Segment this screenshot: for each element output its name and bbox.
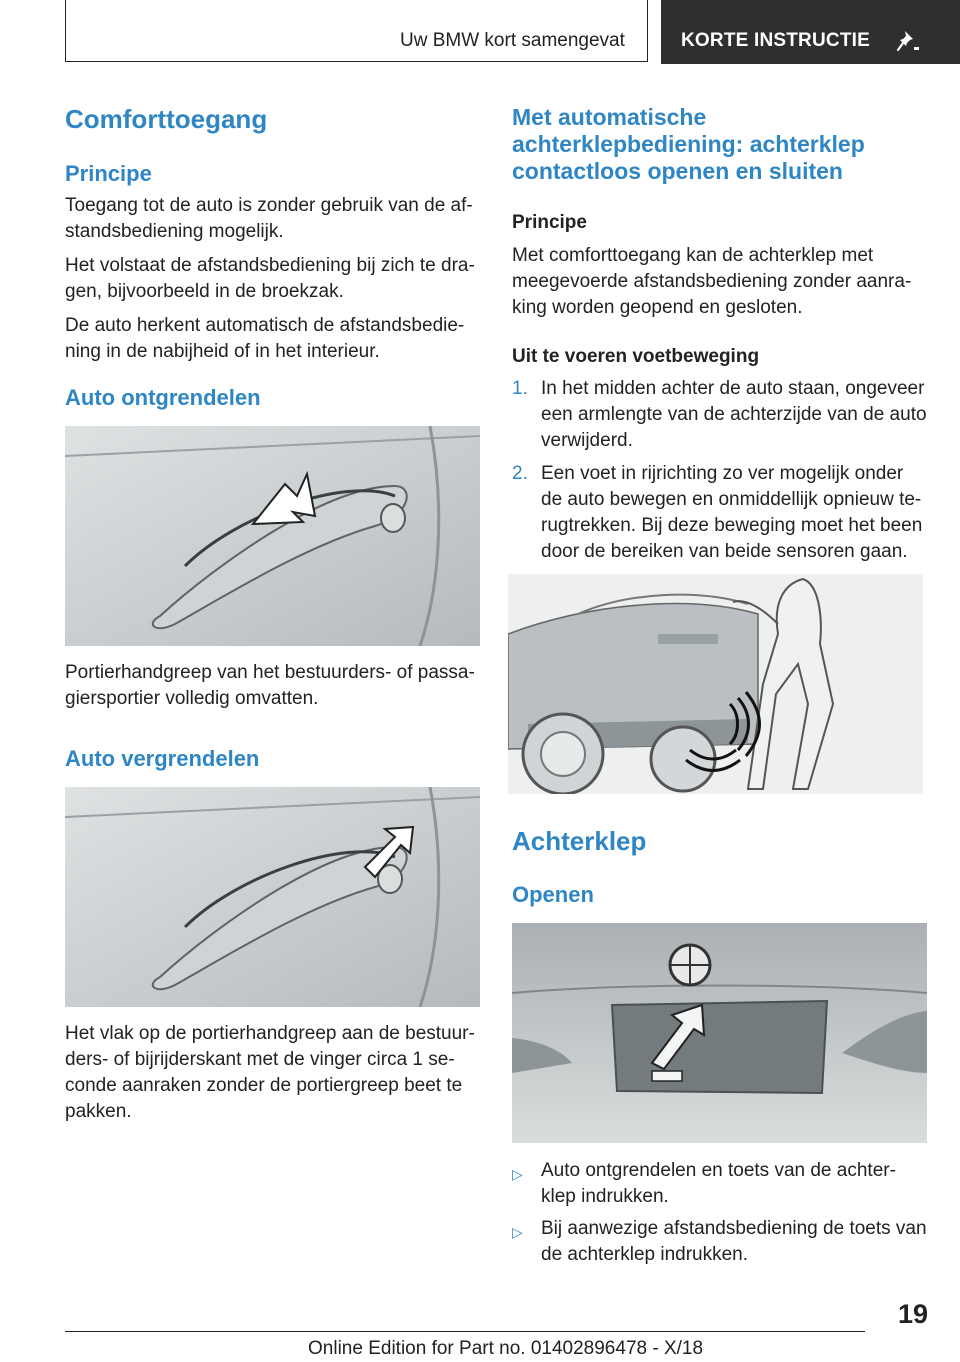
tailgate-title: Achterklep [512,826,647,856]
header-tab [661,0,960,64]
triangle-bullet-icon: ▷ [512,1224,523,1240]
list-item [512,1158,930,1210]
text-line: gen, bijvoorbeeld in de broekzak. [65,281,344,302]
text-line: rugtrekken. Bij deze beweging moet het been [541,515,923,536]
principle-subheading: Principe [512,212,587,233]
text-line: een armlengte van de achterzijde van de auto [541,404,927,425]
title-line: achterklepbediening: achterklep [512,131,865,157]
list-item [512,376,930,454]
text-line: standsbediening mogelijk. [65,221,284,242]
text-line: pakken. [65,1101,132,1122]
title-line: Met automatische [512,104,707,130]
text-line: Toegang tot de auto is zonder gebruik van de af- [65,195,473,216]
text-line: Met comforttoegang kan de achterklep met [512,245,874,266]
unlock-caption [65,660,475,712]
text-line: Auto ontgrendelen en toets van de achter- [541,1160,896,1181]
tailgate-foot-sensor-image [508,574,923,794]
principle-text-right [512,243,911,321]
principle-text [65,193,475,365]
text-line: conde aanraken zonder de portiergreep beet te [65,1075,463,1096]
lock-caption [65,1021,475,1125]
text-line: In het midden achter de auto staan, ongeveer [541,378,925,399]
text-line: Bij aanwezige afstandsbediening de toets van [541,1218,927,1239]
text-line: Het volstaat de afstandsbediening bij zich te dra- [65,255,475,276]
text-line: Portierhandgreep van het bestuurders- of passa- [65,662,475,683]
list-item [512,461,930,565]
foot-movement-heading: Uit te voeren voetbeweging [512,346,760,367]
text-line: giersportier volledig omvatten. [65,688,319,709]
header-tab-label: KORTE INSTRUCTIE [681,30,870,51]
text-line: verwijderd. [541,430,633,451]
text-line: klep indrukken. [541,1186,669,1207]
lock-heading: Auto vergrendelen [65,746,260,771]
door-handle-lock-image [65,787,480,1007]
steps-list [512,376,930,565]
text-line: De auto herkent automatisch de afstandsbedie- [65,315,465,336]
triangle-bullet-icon: ▷ [512,1166,523,1182]
step-number: 1. [512,378,528,399]
unlock-heading: Auto ontgrendelen [65,385,261,410]
title-line: contactloos openen en sluiten [512,158,843,184]
tailgate-contactless-title [512,104,865,185]
pushpin-icon [897,29,921,53]
footer-divider [65,1331,865,1332]
text-line: ders- of bijrijderskant met de vinger circa 1 se- [65,1049,455,1070]
text-line: Een voet in rijrichting zo ver mogelijk onder [541,463,904,484]
text-line: ning in de nabijheid of in het interieur. [65,341,380,362]
comfort-access-title: Comforttoegang [65,104,268,134]
text-line: meegevoerde afstandsbediening zonder aanra- [512,271,912,292]
text-line: Het vlak op de portierhandgreep aan de bestuur- [65,1023,475,1044]
text-line: door de bereiken van beide sensoren gaan. [541,541,908,562]
header-section-title: Uw BMW kort samengevat [400,30,625,51]
footer-edition: Online Edition for Part no. 01402896478 - X/18 [308,1338,704,1359]
list-item [512,1216,930,1268]
open-bullet-list [512,1158,930,1268]
page-number: 19 [898,1299,929,1329]
text-line: de auto bewegen en onmiddellijk opnieuw te- [541,489,922,510]
open-heading: Openen [512,882,594,907]
principle-heading: Principe [65,161,152,186]
door-handle-unlock-image [65,426,480,646]
tailgate-button-image [512,923,927,1143]
step-number: 2. [512,463,528,484]
text-line: de achterklep indrukken. [541,1244,749,1265]
text-line: king worden geopend en gesloten. [512,297,803,318]
